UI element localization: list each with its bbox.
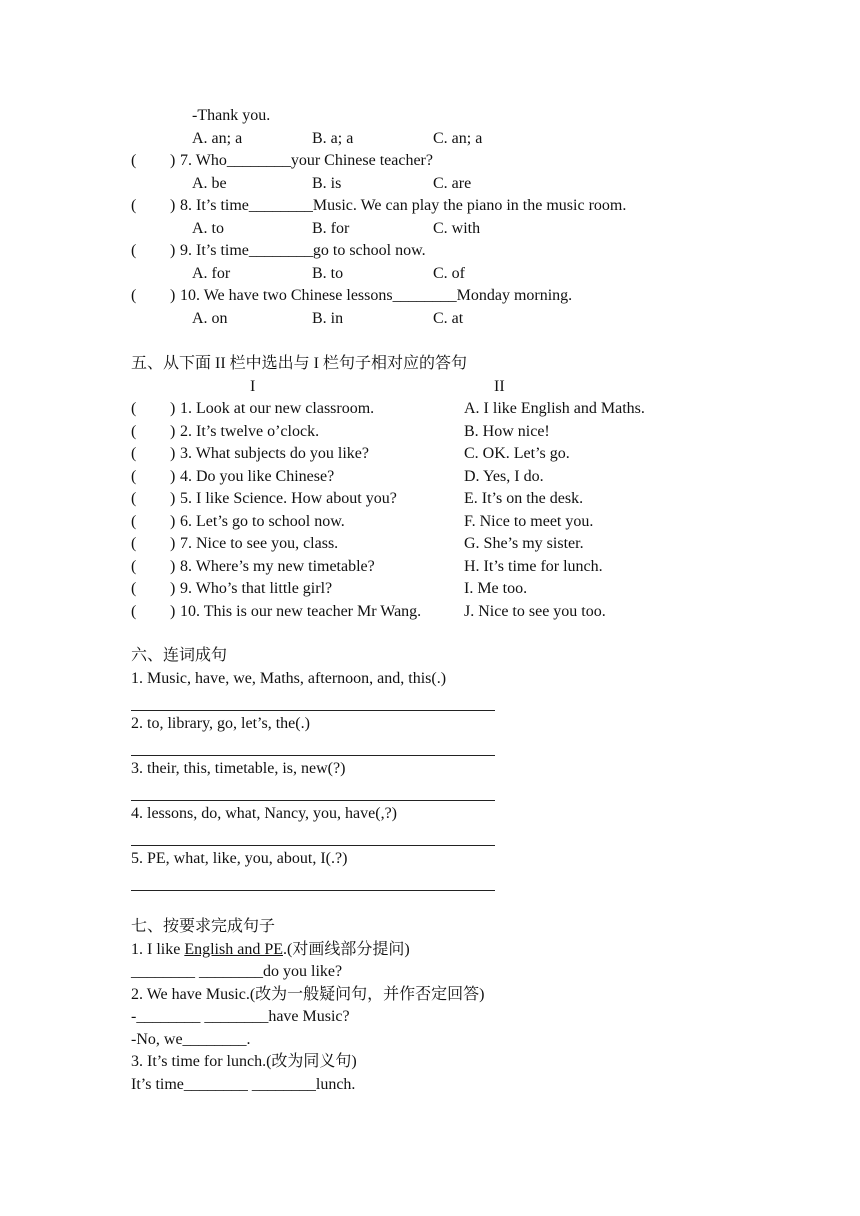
question-stem: 10. We have two Chinese lessons________Monday morning. [180, 287, 573, 304]
question-stem: 8. It’s time________Music. We can play the piano in the music room. [180, 197, 627, 214]
matching-answer: J. Nice to see you too. [464, 603, 606, 620]
rearrange-item: 2. to, library, go, let’s, the(.) [131, 715, 310, 732]
answer-line[interactable] [131, 845, 495, 846]
option-b: B. to [312, 265, 344, 282]
prev-option-b: B. a; a [312, 130, 354, 147]
option-c: C. with [433, 220, 481, 237]
matching-answer: I. Me too. [464, 580, 528, 597]
option-a: A. on [192, 310, 228, 327]
transform-question [131, 940, 410, 960]
matching-answer: H. It’s time for lunch. [464, 558, 603, 575]
answer-paren-open: ( [131, 535, 137, 552]
underlined-phrase: English and PE [184, 941, 283, 958]
matching-answer: E. It’s on the desk. [464, 490, 584, 507]
matching-answer: D. Yes, I do. [464, 468, 544, 485]
answer-paren-close: ) [170, 490, 176, 507]
answer-paren-close: ) [170, 400, 176, 417]
answer-paren-open: ( [131, 197, 137, 214]
matching-question: 8. Where’s my new timetable? [180, 558, 375, 575]
prev-option-a: A. an; a [192, 130, 243, 147]
answer-paren-open: ( [131, 445, 137, 462]
option-c: C. of [433, 265, 465, 282]
matching-question: 6. Let’s go to school now. [180, 513, 345, 530]
option-a: A. for [192, 265, 231, 282]
matching-question: 1. Look at our new classroom. [180, 400, 375, 417]
column-header-ii: II [494, 378, 505, 395]
option-c: C. are [433, 175, 472, 192]
answer-line[interactable] [131, 755, 495, 756]
rearrange-item: 4. lessons, do, what, Nancy, you, have(,?) [131, 805, 398, 822]
section-title: 六、连词成句 [131, 647, 228, 664]
answer-template: -No, we________. [131, 1031, 251, 1048]
matching-answer: B. How nice! [464, 423, 550, 440]
answer-template: It’s time________ ________lunch. [131, 1076, 356, 1093]
answer-paren-close: ) [170, 445, 176, 462]
answer-paren-close: ) [170, 468, 176, 485]
answer-line[interactable] [131, 890, 495, 891]
answer-paren-close: ) [170, 513, 176, 530]
rearrange-item: 1. Music, have, we, Maths, afternoon, and, this(.) [131, 670, 447, 687]
transform-question: 2. We have Music.(改为一般疑问句，并作否定回答) [131, 986, 485, 1003]
option-b: B. in [312, 310, 344, 327]
question-stem: 9. It’s time________go to school now. [180, 242, 426, 259]
answer-paren-open: ( [131, 513, 137, 530]
answer-paren-open: ( [131, 242, 137, 259]
answer-paren-open: ( [131, 400, 137, 417]
matching-answer: G. She’s my sister. [464, 535, 584, 552]
matching-answer: C. OK. Let’s go. [464, 445, 570, 462]
matching-question: 7. Nice to see you, class. [180, 535, 339, 552]
answer-paren-close: ) [170, 423, 176, 440]
transform-question: 3. It’s time for lunch.(改为同义句) [131, 1053, 357, 1070]
answer-template: -________ ________have Music? [131, 1008, 350, 1025]
matching-question: 4. Do you like Chinese? [180, 468, 335, 485]
answer-line[interactable] [131, 710, 495, 711]
option-a: A. be [192, 175, 227, 192]
prev-option-c: C. an; a [433, 130, 483, 147]
answer-paren-open: ( [131, 558, 137, 575]
option-c: C. at [433, 310, 464, 327]
matching-question: 2. It’s twelve o’clock. [180, 423, 320, 440]
question-prefix: 1. I like [131, 941, 185, 958]
rearrange-item: 5. PE, what, like, you, about, I(.?) [131, 850, 348, 867]
answer-paren-close: ) [170, 580, 176, 597]
prev-question-answer: -Thank you. [192, 107, 271, 124]
column-header-i: I [250, 378, 256, 395]
answer-paren-open: ( [131, 287, 137, 304]
question-instruction: .(对画线部分提问) [283, 941, 410, 958]
answer-template: ________ ________do you like? [131, 963, 343, 980]
question-stem: 7. Who________your Chinese teacher? [180, 152, 433, 169]
answer-paren-close: ) [170, 603, 176, 620]
answer-paren-open: ( [131, 603, 137, 620]
matching-answer: F. Nice to meet you. [464, 513, 594, 530]
answer-paren-open: ( [131, 152, 137, 169]
answer-paren-close: ) [170, 242, 176, 259]
rearrange-item: 3. their, this, timetable, is, new(?) [131, 760, 346, 777]
answer-paren-close: ) [170, 287, 176, 304]
answer-paren-open: ( [131, 468, 137, 485]
answer-line[interactable] [131, 800, 495, 801]
section-title: 五、从下面 II 栏中选出与 I 栏句子相对应的答句 [131, 355, 467, 372]
option-b: B. for [312, 220, 350, 237]
matching-question: 10. This is our new teacher Mr Wang. [180, 603, 422, 620]
answer-paren-close: ) [170, 535, 176, 552]
answer-paren-open: ( [131, 423, 137, 440]
answer-paren-close: ) [170, 152, 176, 169]
option-b: B. is [312, 175, 342, 192]
section-title: 七、按要求完成句子 [131, 918, 276, 935]
matching-answer: A. I like English and Maths. [464, 400, 645, 417]
answer-paren-open: ( [131, 580, 137, 597]
matching-question: 3. What subjects do you like? [180, 445, 369, 462]
matching-question: 9. Who’s that little girl? [180, 580, 333, 597]
answer-paren-close: ) [170, 558, 176, 575]
option-a: A. to [192, 220, 224, 237]
answer-paren-close: ) [170, 197, 176, 214]
answer-paren-open: ( [131, 490, 137, 507]
matching-question: 5. I like Science. How about you? [180, 490, 397, 507]
